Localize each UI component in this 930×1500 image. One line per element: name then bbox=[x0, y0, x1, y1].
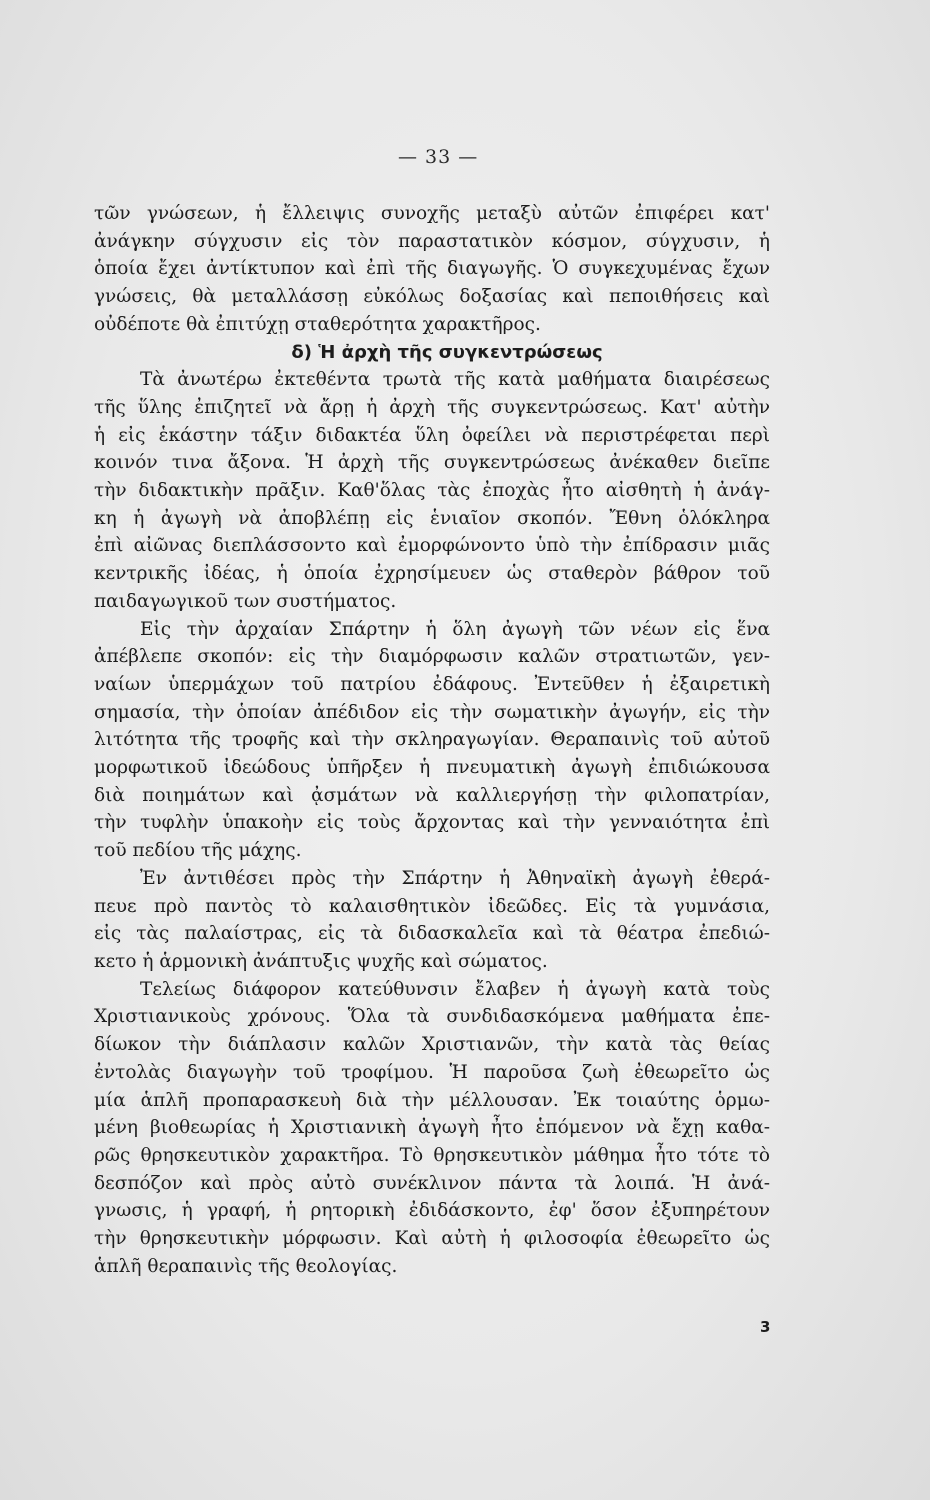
text-line: δίωκον τὴν διάπλασιν καλῶν Χριστιανῶν, τὴν κατὰ τὰς θείας bbox=[94, 1034, 770, 1056]
text-line: ἐπὶ αἰῶνας διεπλάσσοντο καὶ ἐμορφώνοντο ὑπὸ τὴν ἐπίδρασιν μιᾶς bbox=[94, 535, 770, 557]
text-line: δεσπόζον καὶ πρὸς αὐτὸ συνέκλινον πάντα τὰ λοιπά. Ἡ ἀνά- bbox=[94, 1172, 770, 1194]
text-line: μορφωτικοῦ ἰδεώδους ὑπῆρξεν ἡ πνευματικὴ ἀγωγὴ ἐπιδιώκουσα bbox=[94, 757, 770, 779]
text-line: τὴν διδακτικὴν πρᾶξιν. Καθ'ὅλας τὰς ἐποχὰς ἦτο αἰσθητὴ ἡ ἀνάγ- bbox=[94, 480, 770, 502]
text-line: λιτότητα τῆς τροφῆς καὶ τὴν σκληραγωγίαν. Θεραπαινὶς τοῦ αὐτοῦ bbox=[94, 729, 770, 751]
text-line: γνώσεις, θὰ μεταλλάσσῃ εὐκόλως δοξασίας καὶ πεποιθήσεις καὶ bbox=[94, 286, 770, 308]
text-line: Ἐν ἀντιθέσει πρὸς τὴν Σπάρτην ἡ Ἀθηναϊκὴ ἀγωγὴ ἐθερά- bbox=[140, 867, 770, 889]
text-line: τοῦ πεδίου τῆς μάχης. bbox=[94, 840, 302, 862]
text-line: ἐντολὰς διαγωγὴν τοῦ τροφίμου. Ἡ παροῦσα ζωὴ ἐθεωρεῖτο ὡς bbox=[94, 1061, 770, 1083]
text-line: Εἰς τὴν ἀρχαίαν Σπάρτην ἡ ὅλη ἀγωγὴ τῶν νέων εἰς ἕνα bbox=[140, 618, 770, 640]
signature-mark: 3 bbox=[760, 1318, 771, 1336]
text-line: παιδαγωγικοῦ των συστήματος. bbox=[94, 590, 397, 612]
text-line: μία ἁπλῆ προπαρασκευὴ διὰ τὴν μέλλουσαν. Ἐκ τοιαύτης ὁρμω- bbox=[94, 1089, 770, 1111]
text-line: γνωσις, ἡ γραφή, ἡ ρητορικὴ ἐδιδάσκοντο, ἐφ' ὅσον ἐξυπηρέτουν bbox=[94, 1200, 770, 1222]
text-line: ναίων ὑπερμάχων τοῦ πατρίου ἐδάφους. Ἐντεῦθεν ἡ ἐξαιρετικὴ bbox=[94, 673, 770, 695]
text-line: τῆς ὕλης ἐπιζητεῖ νὰ ἄρῃ ἡ ἀρχὴ τῆς συγκεντρώσεως. Κατ' αὐτὴν bbox=[94, 396, 770, 418]
text-line: ἀπέβλεπε σκοπόν: εἰς τὴν διαμόρφωσιν καλῶν στρατιωτῶν, γεν- bbox=[94, 646, 770, 668]
section-heading: δ) Ἡ ἀρχὴ τῆς συγκεντρώσεως bbox=[291, 341, 603, 363]
text-line: κη ἡ ἀγωγὴ νὰ ἀποβλέπῃ εἰς ἑνιαῖον σκοπόν. Ἔθνη ὁλόκληρα bbox=[94, 507, 770, 529]
text-line: κοινόν τινα ἄξονα. Ἡ ἀρχὴ τῆς συγκεντρώσεως ἀνέκαθεν διεῖπε bbox=[94, 452, 770, 474]
text-line: ἀνάγκην σύγχυσιν εἰς τὸν παραστατικὸν κόσμον, σύγχυσιν, ἡ bbox=[94, 230, 770, 252]
text-line: τὴν τυφλὴν ὑπακοὴν εἰς τοὺς ἄρχοντας καὶ τὴν γενναιότητα ἐπὶ bbox=[94, 812, 770, 834]
text-line: ὁποία ἔχει ἀντίκτυπον καὶ ἐπὶ τῆς διαγωγῆς. Ὁ συγκεχυμένας ἔχων bbox=[94, 258, 770, 280]
text-line: σημασία, τὴν ὁποίαν ἀπέδιδον εἰς τὴν σωματικὴν ἀγωγήν, εἰς τὴν bbox=[94, 701, 770, 723]
text-line: Χριστιανικοὺς χρόνους. Ὅλα τὰ συνδιδασκόμενα μαθήματα ἐπε- bbox=[94, 1006, 770, 1028]
text-line: ρῶς θρησκευτικὸν χαρακτῆρα. Τὸ θρησκευτικὸν μάθημα ἦτο τότε τὸ bbox=[94, 1144, 770, 1166]
text-line: πευε πρὸ παντὸς τὸ καλαισθητικὸν ἰδεῶδες. Εἰς τὰ γυμνάσια, bbox=[94, 895, 770, 917]
text-line: διὰ ποιημάτων καὶ ᾀσμάτων νὰ καλλιεργήσῃ τὴν φιλοπατρίαν, bbox=[94, 784, 770, 806]
body-text bbox=[94, 200, 770, 1280]
text-line: κεντρικῆς ἰδέας, ἡ ὁποία ἐχρησίμευεν ὡς σταθερὸν βάθρον τοῦ bbox=[94, 563, 770, 585]
text-line: Τελείως διάφορον κατεύθυνσιν ἔλαβεν ἡ ἀγωγὴ κατὰ τοὺς bbox=[140, 978, 770, 1000]
text-line: μένη βιοθεωρίας ἡ Χριστιανικὴ ἀγωγὴ ἦτο ἑπόμενον νὰ ἔχῃ καθα- bbox=[94, 1117, 770, 1139]
page-number: — 33 — bbox=[398, 146, 479, 168]
text-line: κετο ἡ ἁρμονικὴ ἀνάπτυξις ψυχῆς καὶ σώματος. bbox=[94, 950, 548, 972]
text-line: τῶν γνώσεων, ἡ ἔλλειψις συνοχῆς μεταξὺ αὐτῶν ἐπιφέρει κατ' bbox=[94, 203, 770, 224]
text-line: εἰς τὰς παλαίστρας, εἰς τὰ διδασκαλεῖα καὶ τὰ θέατρα ἐπεδιώ- bbox=[94, 923, 770, 945]
text-line: Τὰ ἀνωτέρω ἐκτεθέντα τρωτὰ τῆς κατὰ μαθήματα διαιρέσεως bbox=[140, 369, 770, 391]
text-line: τὴν θρησκευτικὴν μόρφωσιν. Καὶ αὐτὴ ἡ φιλοσοφία ἐθεωρεῖτο ὡς bbox=[94, 1228, 770, 1250]
text-line: ἡ εἰς ἑκάστην τάξιν διδακτέα ὕλη ὀφείλει νὰ περιστρέφεται περὶ bbox=[94, 424, 770, 446]
text-line: οὐδέποτε θὰ ἐπιτύχῃ σταθερότητα χαρακτῆρος. bbox=[94, 313, 541, 335]
text-line: ἁπλῆ θεραπαινὶς τῆς θεολογίας. bbox=[94, 1255, 398, 1277]
